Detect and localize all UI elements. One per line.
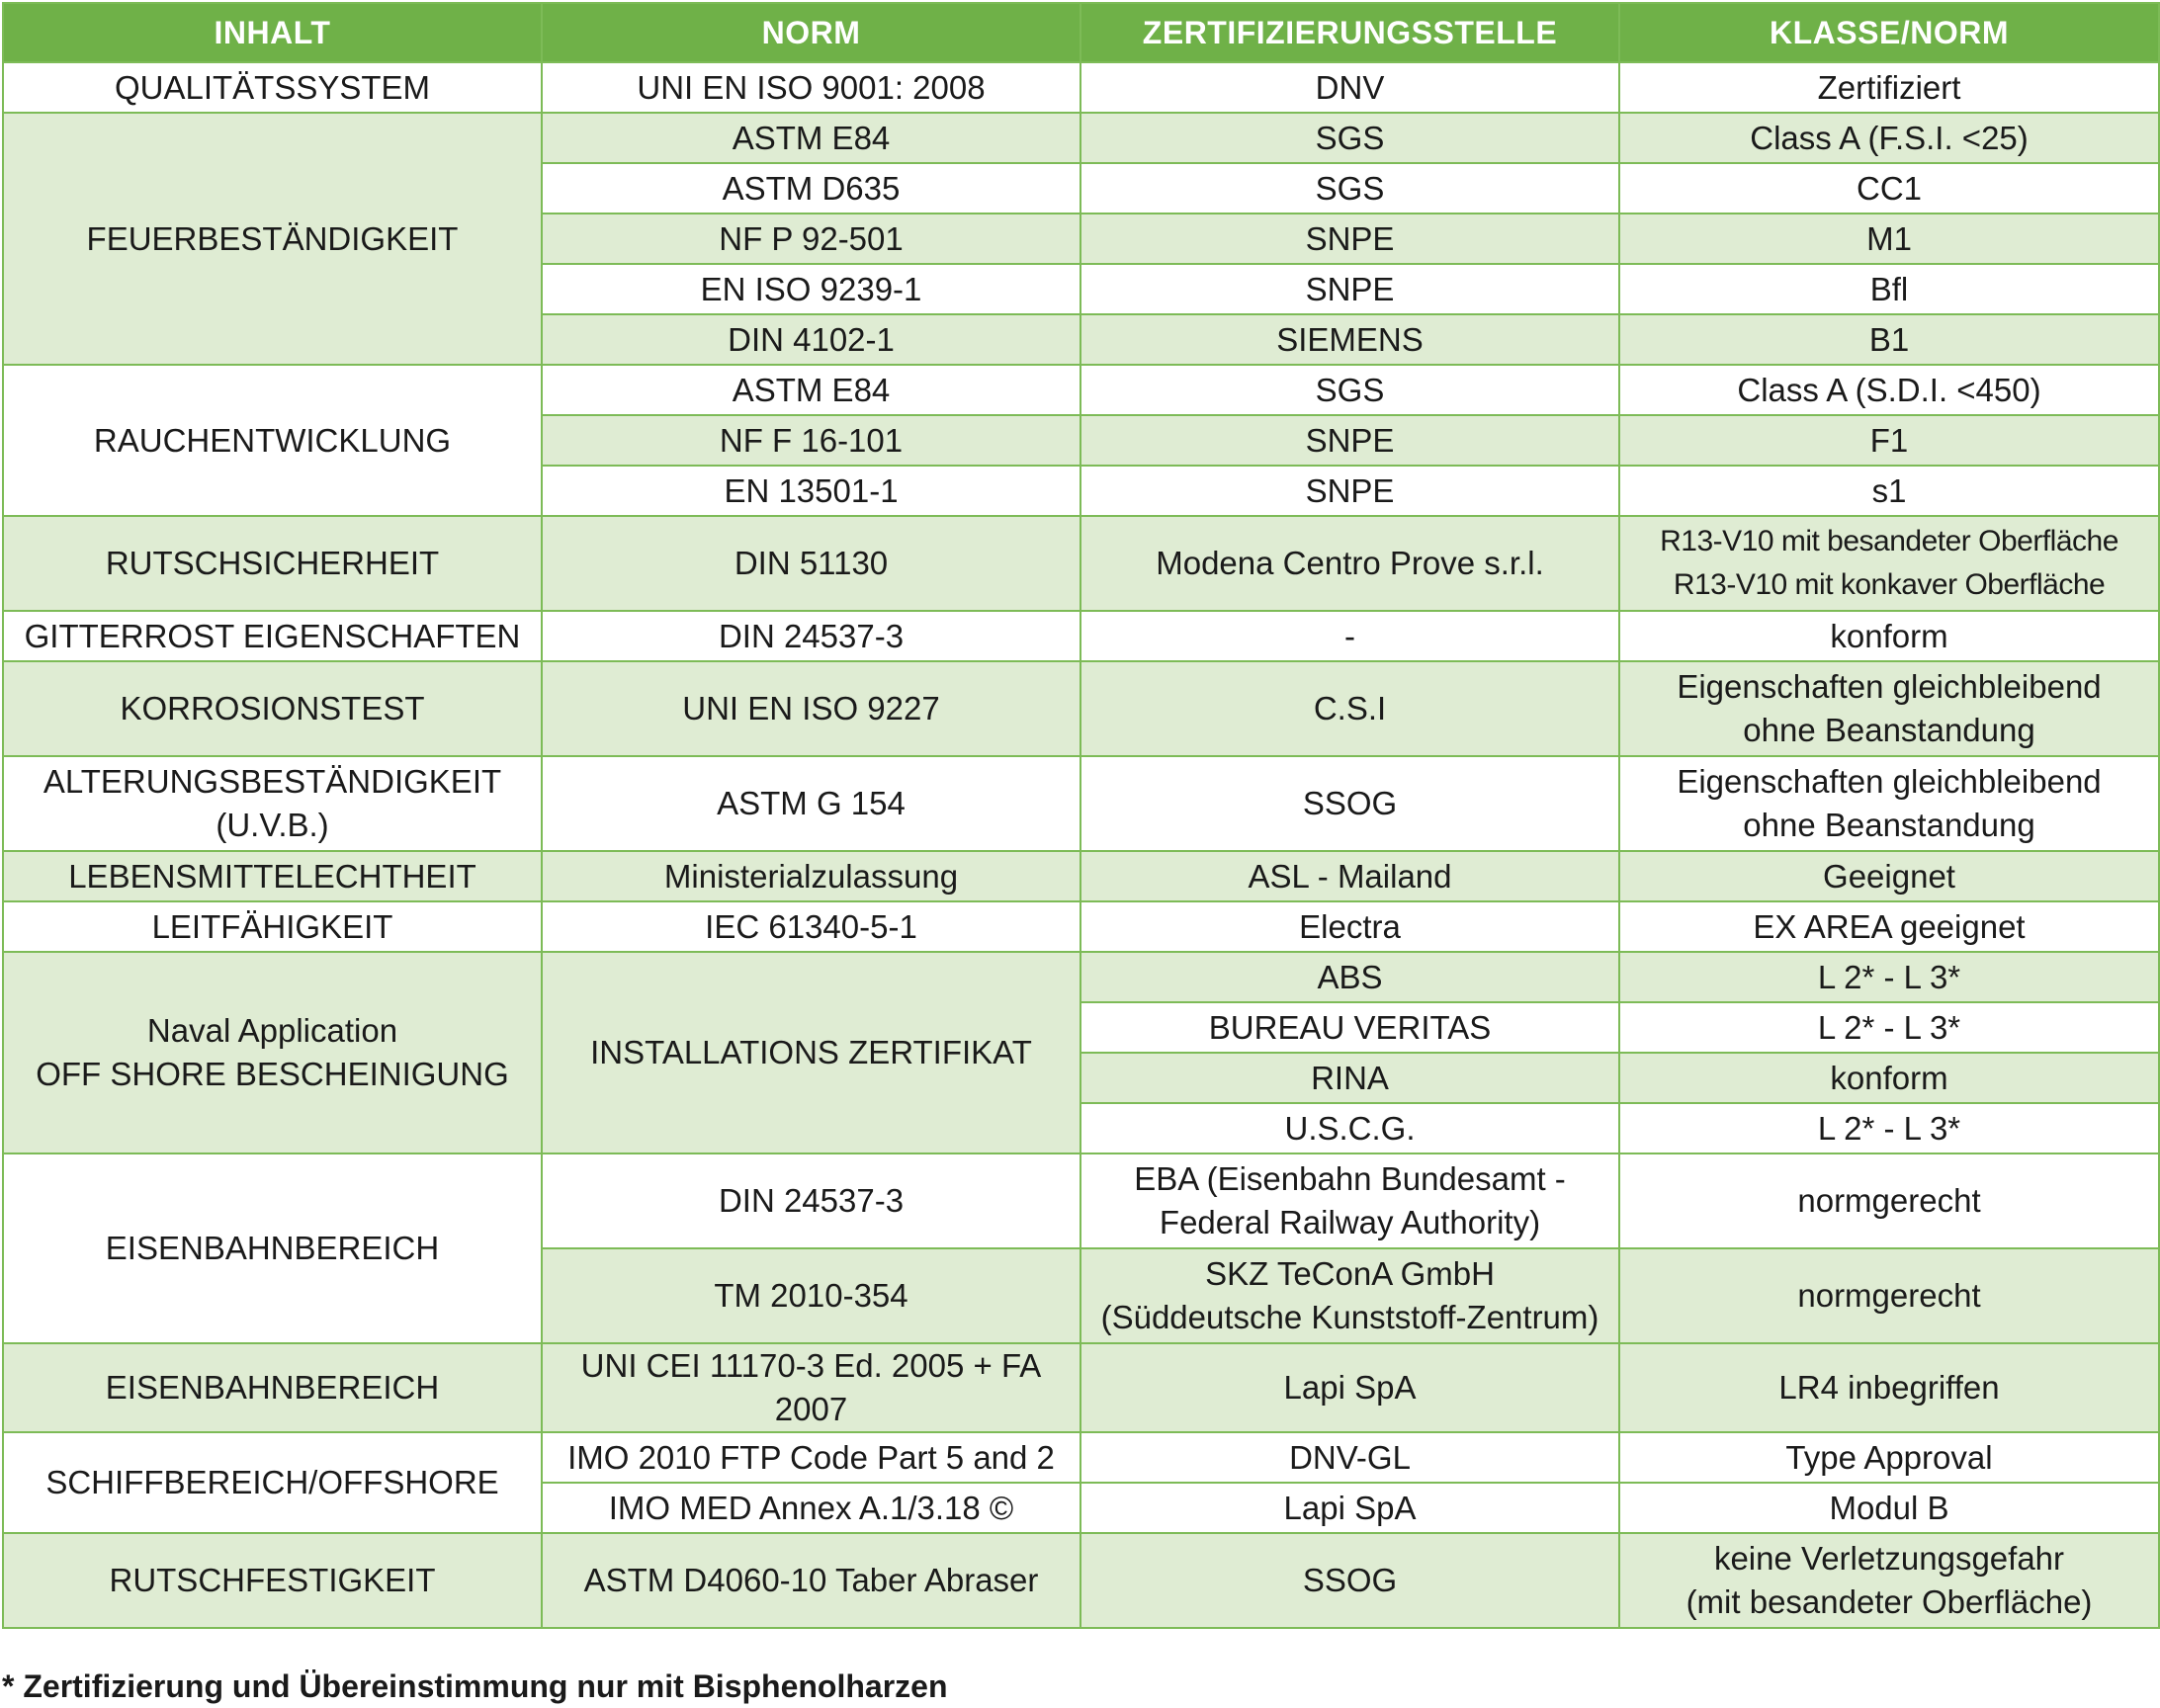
- cell-stelle: SNPE: [1080, 415, 1619, 466]
- cell-norm: NF F 16-101: [542, 415, 1080, 466]
- cell-stelle: SSOG: [1080, 756, 1619, 851]
- cell-inhalt: SCHIFFBEREICH/OFFSHORE: [3, 1432, 542, 1533]
- table-row: [3, 113, 2159, 163]
- cell-norm: DIN 24537-3: [542, 611, 1080, 661]
- cell-stelle: SIEMENS: [1080, 314, 1619, 365]
- cell-stelle: DNV: [1080, 62, 1619, 113]
- cell-klasse: konform: [1619, 611, 2159, 661]
- cell-stelle: SSOG: [1080, 1533, 1619, 1628]
- stelle-line: Federal Railway Authority): [1159, 1204, 1541, 1240]
- cell-stelle: SNPE: [1080, 466, 1619, 516]
- stelle-line: EBA (Eisenbahn Bundesamt -: [1134, 1160, 1566, 1197]
- cell-stelle: ABS: [1080, 952, 1619, 1002]
- table-row: [3, 661, 2159, 756]
- cell-inhalt: ALTERUNGSBESTÄNDIGKEIT (U.V.B.): [3, 756, 542, 851]
- cell-klasse: s1: [1619, 466, 2159, 516]
- cell-klasse: [1619, 661, 2159, 756]
- cell-norm: ASTM D635: [542, 163, 1080, 214]
- cell-stelle: -: [1080, 611, 1619, 661]
- cell-stelle: SGS: [1080, 113, 1619, 163]
- cell-norm: EN ISO 9239-1: [542, 264, 1080, 314]
- cell-norm: UNI EN ISO 9227: [542, 661, 1080, 756]
- table-row: [3, 611, 2159, 661]
- cell-stelle: Lapi SpA: [1080, 1343, 1619, 1432]
- table-row: [3, 952, 2159, 1002]
- klasse-line: R13-V10 mit besandeter Oberfläche: [1660, 525, 2118, 557]
- header-klasse-norm: KLASSE/NORM: [1619, 3, 2159, 62]
- cell-stelle: SGS: [1080, 365, 1619, 415]
- cell-klasse: B1: [1619, 314, 2159, 365]
- table-row: [3, 1533, 2159, 1628]
- cell-norm: ASTM G 154: [542, 756, 1080, 851]
- cell-norm: INSTALLATIONS ZERTIFIKAT: [542, 952, 1080, 1153]
- cell-norm: DIN 24537-3: [542, 1153, 1080, 1248]
- cell-klasse: LR4 inbegriffen: [1619, 1343, 2159, 1432]
- cell-klasse: Bfl: [1619, 264, 2159, 314]
- stelle-line: SKZ TeConA GmbH: [1205, 1255, 1495, 1292]
- cell-klasse: normgerecht: [1619, 1248, 2159, 1343]
- cell-inhalt: RUTSCHFESTIGKEIT: [3, 1533, 542, 1628]
- cell-klasse: Class A (F.S.I. <25): [1619, 113, 2159, 163]
- table-row: [3, 516, 2159, 611]
- header-norm: NORM: [542, 3, 1080, 62]
- klasse-line: ohne Beanstandung: [1743, 712, 2035, 748]
- stelle-line: (Süddeutsche Kunststoff-Zentrum): [1100, 1299, 1599, 1335]
- cell-stelle: [1080, 1153, 1619, 1248]
- cell-norm: IEC 61340-5-1: [542, 901, 1080, 952]
- table-header-row: [3, 3, 2159, 62]
- table-row: [3, 901, 2159, 952]
- cell-norm: IMO 2010 FTP Code Part 5 and 2: [542, 1432, 1080, 1483]
- cell-inhalt: LEBENSMITTELECHTHEIT: [3, 851, 542, 901]
- cell-stelle: RINA: [1080, 1053, 1619, 1103]
- table-row: [3, 851, 2159, 901]
- cell-norm: ASTM E84: [542, 365, 1080, 415]
- klasse-line: Eigenschaften gleichbleibend: [1677, 668, 2102, 705]
- cell-stelle: Electra: [1080, 901, 1619, 952]
- cell-klasse: normgerecht: [1619, 1153, 2159, 1248]
- header-zertifizierungsstelle: ZERTIFIZIERUNGSSTELLE: [1080, 3, 1619, 62]
- cell-norm: TM 2010-354: [542, 1248, 1080, 1343]
- inhalt-line: Naval Application: [146, 1012, 398, 1049]
- cell-stelle: C.S.I: [1080, 661, 1619, 756]
- cell-inhalt: RAUCHENTWICKLUNG: [3, 365, 542, 516]
- klasse-line: keine Verletzungsgefahr: [1713, 1540, 2065, 1577]
- cell-norm: UNI CEI 11170-3 Ed. 2005 + FA 2007: [542, 1343, 1080, 1432]
- klasse-line: Eigenschaften gleichbleibend: [1677, 763, 2102, 800]
- cell-klasse: [1619, 756, 2159, 851]
- certification-table: [2, 2, 2160, 1629]
- cell-klasse: konform: [1619, 1053, 2159, 1103]
- inhalt-line: OFF SHORE BESCHEINIGUNG: [36, 1056, 509, 1092]
- cell-norm: EN 13501-1: [542, 466, 1080, 516]
- cell-klasse: F1: [1619, 415, 2159, 466]
- cell-stelle: SGS: [1080, 163, 1619, 214]
- cell-norm: UNI EN ISO 9001: 2008: [542, 62, 1080, 113]
- klasse-line: R13-V10 mit konkaver Oberfläche: [1673, 568, 2106, 601]
- cell-klasse: M1: [1619, 214, 2159, 264]
- cell-stelle: U.S.C.G.: [1080, 1103, 1619, 1153]
- cell-klasse: L 2* - L 3*: [1619, 1002, 2159, 1053]
- cell-inhalt: FEUERBESTÄNDIGKEIT: [3, 113, 542, 365]
- cell-inhalt: EISENBAHNBEREICH: [3, 1343, 542, 1432]
- cell-stelle: Modena Centro Prove s.r.l.: [1080, 516, 1619, 611]
- cell-norm: NF P 92-501: [542, 214, 1080, 264]
- cell-norm: ASTM E84: [542, 113, 1080, 163]
- cell-norm: Ministerialzulassung: [542, 851, 1080, 901]
- cell-inhalt: EISENBAHNBEREICH: [3, 1153, 542, 1343]
- cell-inhalt: LEITFÄHIGKEIT: [3, 901, 542, 952]
- table-row: [3, 1343, 2159, 1432]
- klasse-line: ohne Beanstandung: [1743, 807, 2035, 843]
- table-row: [3, 62, 2159, 113]
- cell-klasse: Modul B: [1619, 1483, 2159, 1533]
- cell-klasse: Geeignet: [1619, 851, 2159, 901]
- cell-inhalt: GITTERROST EIGENSCHAFTEN: [3, 611, 542, 661]
- cell-stelle: SNPE: [1080, 214, 1619, 264]
- cell-klasse: EX AREA geeignet: [1619, 901, 2159, 952]
- cell-stelle: [1080, 1248, 1619, 1343]
- cell-inhalt: [3, 952, 542, 1153]
- table-row: [3, 1432, 2159, 1483]
- cell-klasse: Zertifiziert: [1619, 62, 2159, 113]
- table-row: [3, 365, 2159, 415]
- cell-stelle: DNV-GL: [1080, 1432, 1619, 1483]
- header-inhalt: INHALT: [3, 3, 542, 62]
- cell-norm: IMO MED Annex A.1/3.18 ©: [542, 1483, 1080, 1533]
- cell-norm: DIN 51130: [542, 516, 1080, 611]
- cell-stelle: SNPE: [1080, 264, 1619, 314]
- footnote: * Zertifizierung und Übereinstimmung nur mit Bisphenolharzen: [2, 1668, 948, 1704]
- cell-stelle: BUREAU VERITAS: [1080, 1002, 1619, 1053]
- cell-klasse: CC1: [1619, 163, 2159, 214]
- cell-klasse: L 2* - L 3*: [1619, 952, 2159, 1002]
- cell-inhalt: KORROSIONSTEST: [3, 661, 542, 756]
- table-row: [3, 756, 2159, 851]
- cell-norm: ASTM D4060-10 Taber Abraser: [542, 1533, 1080, 1628]
- cell-klasse: [1619, 516, 2159, 611]
- cell-stelle: Lapi SpA: [1080, 1483, 1619, 1533]
- cell-norm: DIN 4102-1: [542, 314, 1080, 365]
- cell-klasse: [1619, 1533, 2159, 1628]
- cell-inhalt: RUTSCHSICHERHEIT: [3, 516, 542, 611]
- cell-klasse: L 2* - L 3*: [1619, 1103, 2159, 1153]
- cell-klasse: Class A (S.D.I. <450): [1619, 365, 2159, 415]
- table-row: [3, 1153, 2159, 1248]
- cell-klasse: Type Approval: [1619, 1432, 2159, 1483]
- cell-inhalt: QUALITÄTSSYSTEM: [3, 62, 542, 113]
- klasse-line: (mit besandeter Oberfläche): [1685, 1583, 2093, 1620]
- cell-stelle: ASL - Mailand: [1080, 851, 1619, 901]
